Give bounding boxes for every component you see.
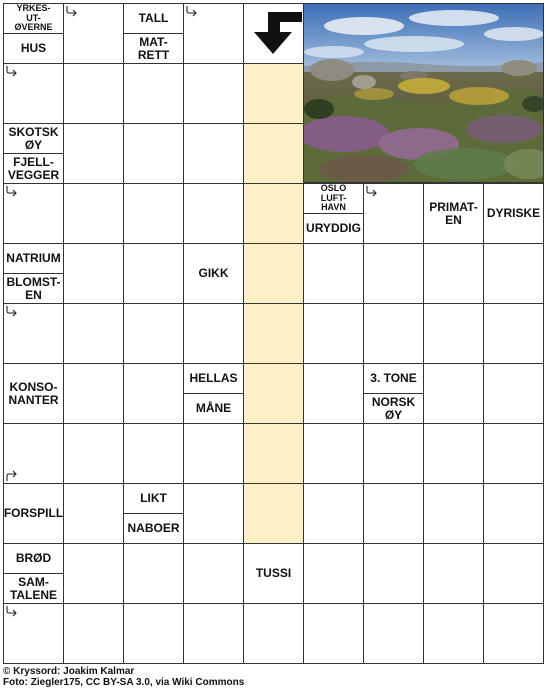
solution-cell-r6[interactable] bbox=[243, 363, 304, 424]
answer-cell-r10c4[interactable] bbox=[243, 603, 304, 664]
clue-blomsten: BLOMST- EN bbox=[4, 273, 63, 303]
answer-cell-r9c8[interactable] bbox=[483, 543, 544, 604]
answer-cell-r8c8[interactable] bbox=[483, 483, 544, 544]
answer-cell-r5c2[interactable] bbox=[123, 303, 184, 364]
clue-tall: TALL bbox=[138, 11, 169, 26]
answer-cell-r5c0[interactable] bbox=[3, 303, 64, 364]
clue-cell-r8c0 bbox=[3, 483, 64, 544]
answer-cell-r5c1[interactable] bbox=[63, 303, 124, 364]
answer-cell-r1c2[interactable] bbox=[123, 63, 184, 124]
landscape-photo bbox=[303, 3, 544, 183]
answer-cell-r6c2[interactable] bbox=[123, 363, 184, 424]
answer-cell-r9c3[interactable] bbox=[183, 543, 244, 604]
answer-cell-r8c6[interactable] bbox=[363, 483, 424, 544]
answer-cell-r4c7[interactable] bbox=[423, 243, 484, 304]
clue-naboer: NABOER bbox=[124, 513, 183, 543]
answer-cell-r0c3[interactable] bbox=[183, 3, 244, 64]
arrow-up-right-icon bbox=[5, 468, 19, 482]
answer-cell-r9c7[interactable] bbox=[423, 543, 484, 604]
arrow-down-right-icon bbox=[5, 185, 19, 199]
answer-cell-r8c7[interactable] bbox=[423, 483, 484, 544]
answer-cell-r0c1[interactable] bbox=[63, 3, 124, 64]
solution-cell-r7[interactable] bbox=[243, 423, 304, 484]
answer-cell-r7c0[interactable] bbox=[3, 423, 64, 484]
landscape-image bbox=[304, 4, 544, 183]
clue-cell-r0c0 bbox=[3, 3, 64, 64]
answer-cell-r6c8[interactable] bbox=[483, 363, 544, 424]
clue-tussi: TUSSI bbox=[255, 566, 292, 581]
answer-cell-r2c2[interactable] bbox=[123, 123, 184, 184]
answer-cell-r10c2[interactable] bbox=[123, 603, 184, 664]
clue-mane: MÅNE bbox=[184, 393, 243, 423]
clue-cell-r0c2 bbox=[123, 3, 184, 64]
answer-cell-r10c6[interactable] bbox=[363, 603, 424, 664]
answer-cell-r1c0[interactable] bbox=[3, 63, 64, 124]
clue-fjellvegger: FJELL- VEGGER bbox=[4, 153, 63, 183]
solution-cell-r5[interactable] bbox=[243, 303, 304, 364]
clue-yrkesutovere: YRKES- UT- ØVERNE bbox=[14, 4, 53, 33]
solution-cell-r2[interactable] bbox=[243, 123, 304, 184]
answer-cell-r10c1[interactable] bbox=[63, 603, 124, 664]
answer-cell-r4c6[interactable] bbox=[363, 243, 424, 304]
clue-uryddig: URYDDIG bbox=[304, 213, 363, 243]
clue-norsk-oy: NORSK ØY bbox=[364, 393, 423, 423]
answer-cell-r4c8[interactable] bbox=[483, 243, 544, 304]
answer-cell-r6c7[interactable] bbox=[423, 363, 484, 424]
answer-cell-r10c8[interactable] bbox=[483, 603, 544, 664]
answer-cell-r7c5[interactable] bbox=[303, 423, 364, 484]
answer-cell-r3c6[interactable] bbox=[363, 183, 424, 244]
solution-arrow-cell bbox=[243, 3, 304, 64]
answer-cell-r4c1[interactable] bbox=[63, 243, 124, 304]
answer-cell-r6c5[interactable] bbox=[303, 363, 364, 424]
clue-cell-r6c3 bbox=[183, 363, 244, 424]
answer-cell-r2c3[interactable] bbox=[183, 123, 244, 184]
answer-cell-r7c8[interactable] bbox=[483, 423, 544, 484]
answer-cell-r3c3[interactable] bbox=[183, 183, 244, 244]
clue-3-tone: 3. TONE bbox=[370, 371, 417, 386]
answer-cell-r7c2[interactable] bbox=[123, 423, 184, 484]
clue-gikk: GIKK bbox=[198, 266, 229, 281]
solution-cell-r4[interactable] bbox=[243, 243, 304, 304]
answer-cell-r9c1[interactable] bbox=[63, 543, 124, 604]
answer-cell-r3c0[interactable] bbox=[3, 183, 64, 244]
answer-cell-r3c2[interactable] bbox=[123, 183, 184, 244]
answer-cell-r7c7[interactable] bbox=[423, 423, 484, 484]
credit-photo: Foto: Ziegler175, CC BY-SA 3.0, via Wiki Commons bbox=[3, 677, 245, 688]
clue-skotsk-oy: SKOTSK ØY bbox=[8, 124, 59, 152]
solution-arrow-icon bbox=[248, 10, 302, 56]
clue-samtalene: SAM- TALENE bbox=[4, 573, 63, 603]
clue-likt: LIKT bbox=[140, 491, 167, 506]
answer-cell-r4c5[interactable] bbox=[303, 243, 364, 304]
arrow-down-right-icon bbox=[185, 5, 199, 19]
answer-cell-r8c1[interactable] bbox=[63, 483, 124, 544]
answer-cell-r10c7[interactable] bbox=[423, 603, 484, 664]
answer-cell-r9c2[interactable] bbox=[123, 543, 184, 604]
clue-hus: HUS bbox=[4, 33, 63, 63]
clue-cell-r4c3 bbox=[183, 243, 244, 304]
answer-cell-r8c5[interactable] bbox=[303, 483, 364, 544]
answer-cell-r10c5[interactable] bbox=[303, 603, 364, 664]
credits bbox=[3, 666, 244, 688]
answer-cell-r10c3[interactable] bbox=[183, 603, 244, 664]
answer-cell-r5c7[interactable] bbox=[423, 303, 484, 364]
clue-cell-r4c0 bbox=[3, 243, 64, 304]
answer-cell-r6c1[interactable] bbox=[63, 363, 124, 424]
answer-cell-r7c1[interactable] bbox=[63, 423, 124, 484]
clue-cell-r8c2 bbox=[123, 483, 184, 544]
answer-cell-r5c3[interactable] bbox=[183, 303, 244, 364]
arrow-down-right-icon bbox=[5, 605, 19, 619]
clue-oslo-lufthavn: OSLO LUFT- HAVN bbox=[320, 184, 347, 213]
clue-cell-r9c0 bbox=[3, 543, 64, 604]
answer-cell-r7c3[interactable] bbox=[183, 423, 244, 484]
answer-cell-r9c5[interactable] bbox=[303, 543, 364, 604]
answer-cell-r9c6[interactable] bbox=[363, 543, 424, 604]
clue-konsonanter: KONSO- NANTER bbox=[8, 379, 59, 407]
clue-cell-r6c0 bbox=[3, 363, 64, 424]
arrow-down-right-icon bbox=[65, 5, 79, 19]
answer-cell-r3c1[interactable] bbox=[63, 183, 124, 244]
clue-cell-r3c5 bbox=[303, 183, 364, 244]
arrow-down-right-icon bbox=[365, 185, 379, 199]
solution-cell-r1[interactable] bbox=[243, 63, 304, 124]
clue-hellas: HELLAS bbox=[189, 371, 238, 386]
answer-cell-r5c6[interactable] bbox=[363, 303, 424, 364]
answer-cell-r7c6[interactable] bbox=[363, 423, 424, 484]
answer-cell-r10c0[interactable] bbox=[3, 603, 64, 664]
solution-cell-r3[interactable] bbox=[243, 183, 304, 244]
answer-cell-r5c5[interactable] bbox=[303, 303, 364, 364]
arrow-down-right-icon bbox=[5, 65, 19, 79]
clue-natrium: NATRIUM bbox=[6, 251, 61, 266]
answer-cell-r4c2[interactable] bbox=[123, 243, 184, 304]
answer-cell-r5c8[interactable] bbox=[483, 303, 544, 364]
arrow-down-right-icon bbox=[5, 305, 19, 319]
clue-forspill: FORSPILL bbox=[4, 506, 63, 521]
answer-cell-r1c1[interactable] bbox=[63, 63, 124, 124]
clue-matrett: MAT- RETT bbox=[124, 33, 183, 63]
answer-cell-r1c3[interactable] bbox=[183, 63, 244, 124]
clue-dyriske: DYRISKE bbox=[486, 206, 541, 221]
credit-crossword: © Kryssord: Joakim Kalmar bbox=[3, 666, 135, 677]
solution-cell-r8[interactable] bbox=[243, 483, 304, 544]
clue-cell-r6c6 bbox=[363, 363, 424, 424]
answer-cell-r2c1[interactable] bbox=[63, 123, 124, 184]
clue-cell-r3c8 bbox=[483, 183, 544, 244]
clue-brod: BRØD bbox=[15, 551, 52, 566]
answer-cell-r8c3[interactable] bbox=[183, 483, 244, 544]
clue-cell-r9c4 bbox=[243, 543, 304, 604]
clue-cell-r2c0 bbox=[3, 123, 64, 184]
clue-cell-r3c7 bbox=[423, 183, 484, 244]
clue-primaten: PRIMAT- EN bbox=[429, 199, 478, 227]
crossword-grid bbox=[3, 3, 544, 664]
